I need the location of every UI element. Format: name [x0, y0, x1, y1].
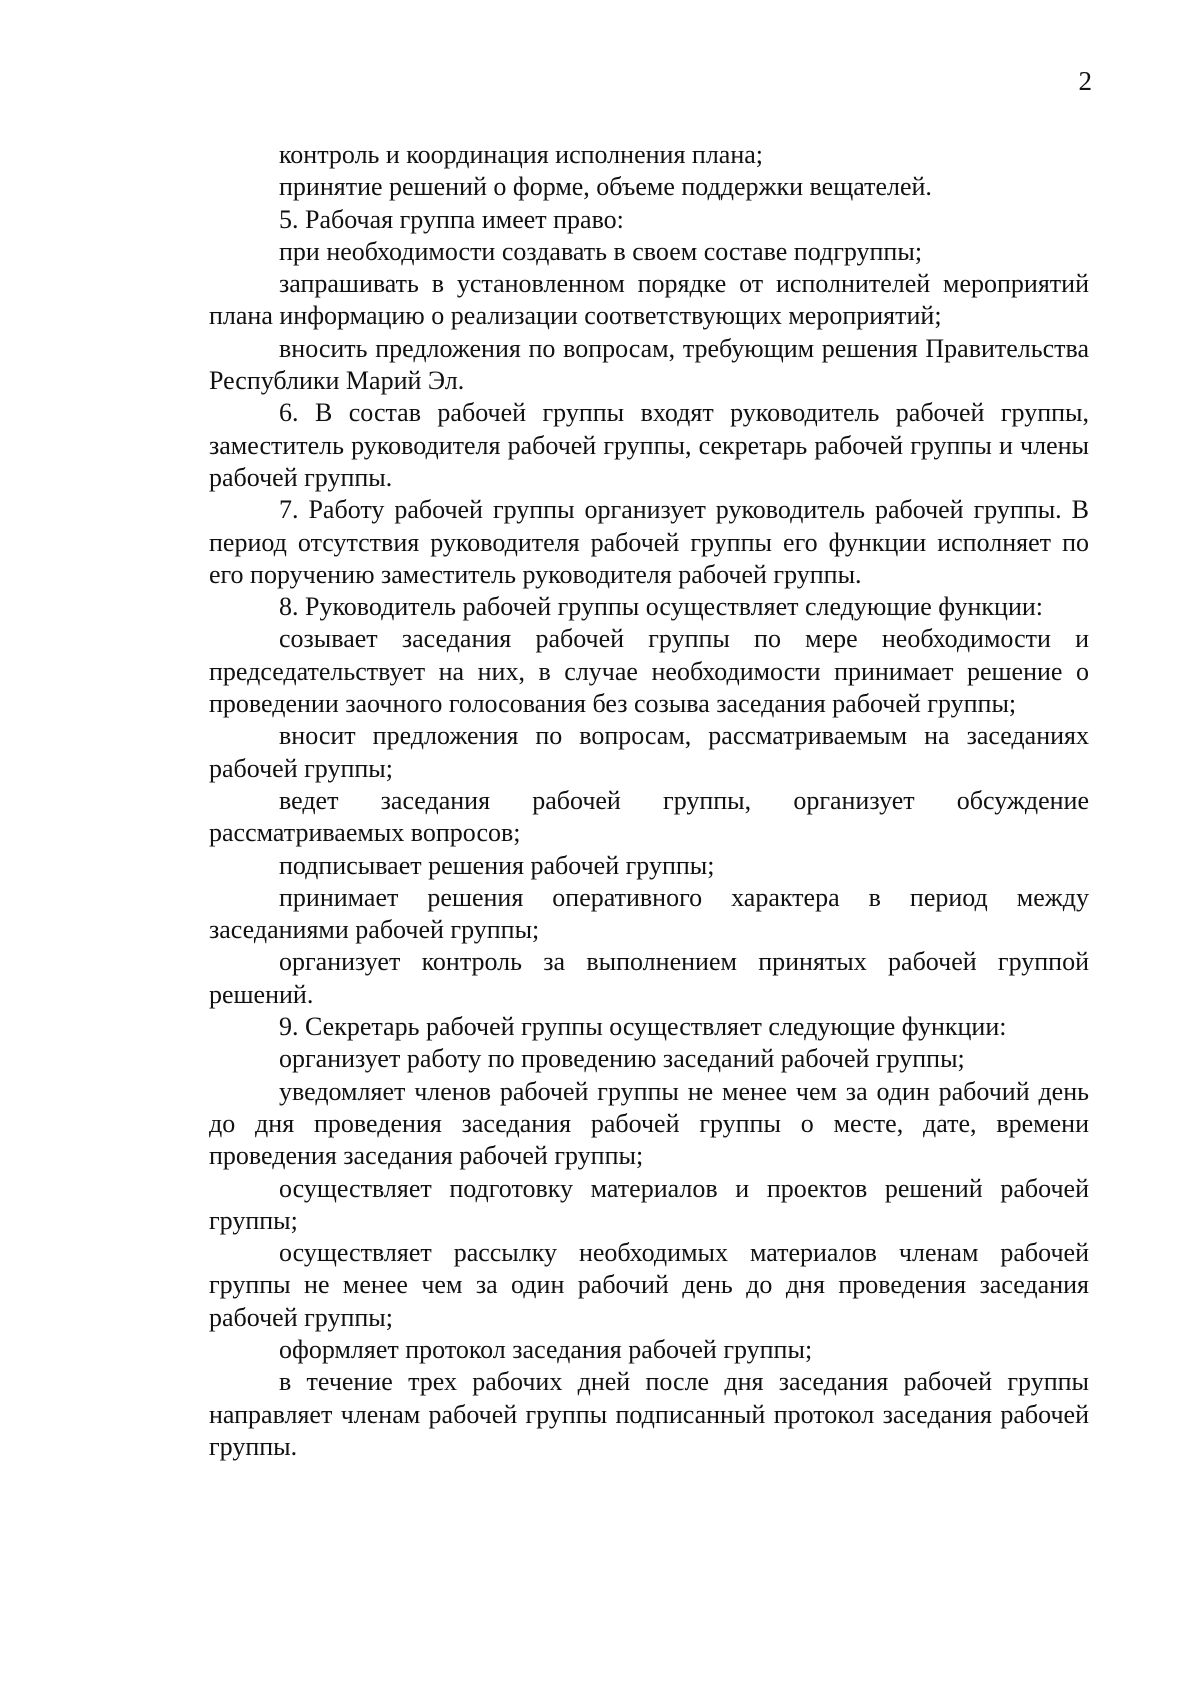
paragraph-submit-proposals: вносить предложения по вопросам, требующим решения Правительства Республики Марий Эл.	[209, 333, 1089, 396]
paragraph-section-8: 8. Руководитель рабочей группы осуществляет следующие функции:	[279, 592, 1044, 622]
paragraph-organizes-work: организует работу по проведению заседаний рабочей группы;	[279, 1044, 965, 1074]
paragraph-section-5: 5. Рабочая группа имеет право:	[279, 204, 624, 234]
paragraph-section-7: 7. Работу рабочей группы организует руководитель рабочей группы. В период отсутствия руководителя рабочей группы его функции исполняет по его поручению заместитель руководителя рабочей группы.	[209, 495, 1089, 589]
document-body	[209, 139, 1089, 1463]
paragraph-create-subgroups: при необходимости создавать в своем составе подгруппы;	[279, 236, 923, 266]
paragraph-request-information: запрашивать в установленном порядке от исполнителей мероприятий плана информацию о реализации соответствующих мероприятий;	[209, 269, 1089, 331]
paragraph-conducts-meetings: ведет заседания рабочей группы, организует обсуждение рассматриваемых вопросов;	[209, 785, 1089, 848]
paragraph-prepares-materials: осуществляет подготовку материалов и проектов решений рабочей группы;	[209, 1173, 1089, 1235]
paragraph-section-9: 9. Секретарь рабочей группы осуществляет следующие функции:	[279, 1012, 1007, 1042]
paragraph-signs-decisions: подписывает решения рабочей группы;	[279, 850, 715, 880]
paragraph-submits-proposals: вносит предложения по вопросам, рассматриваемым на заседаниях рабочей группы;	[209, 721, 1089, 783]
paragraph-operational-decisions: принимает решения оперативного характера в период между заседаниями рабочей группы;	[209, 882, 1089, 945]
paragraph-support-decisions: принятие решений о форме, объеме поддержки вещателей.	[279, 172, 932, 202]
page-number: 2	[1078, 66, 1092, 96]
paragraph-draws-up-protocol: оформляет протокол заседания рабочей группы;	[279, 1334, 813, 1364]
paragraph-notifies-members: уведомляет членов рабочей группы не менее чем за один рабочий день до дня проведения заседания рабочей группы о месте, дате, времени проведения заседания рабочей группы;	[209, 1076, 1089, 1171]
paragraph-organizes-control: организует контроль за выполнением принятых рабочей группой решений.	[209, 947, 1089, 1009]
paragraph-control-coordination: контроль и координация исполнения плана;	[279, 140, 764, 169]
paragraph-section-6: 6. В состав рабочей группы входят руководитель рабочей группы, заместитель руководителя рабочей группы, секретарь рабочей группы и члены рабочей группы.	[209, 398, 1089, 492]
paragraph-distributes-materials: осуществляет рассылку необходимых материалов членам рабочей группы не менее чем за один рабочий день до дня проведения заседания рабочей группы;	[209, 1238, 1089, 1332]
paragraph-sends-protocol: в течение трех рабочих дней после дня заседания рабочей группы направляет членам рабочей группы подписанный протокол заседания рабочей группы.	[209, 1367, 1089, 1461]
paragraph-convenes-meetings: созывает заседания рабочей группы по мере необходимости и председательствует на них, в случае необходимости принимает решение о проведении заочного голосования без созыва заседания рабочей группы;	[209, 624, 1089, 719]
